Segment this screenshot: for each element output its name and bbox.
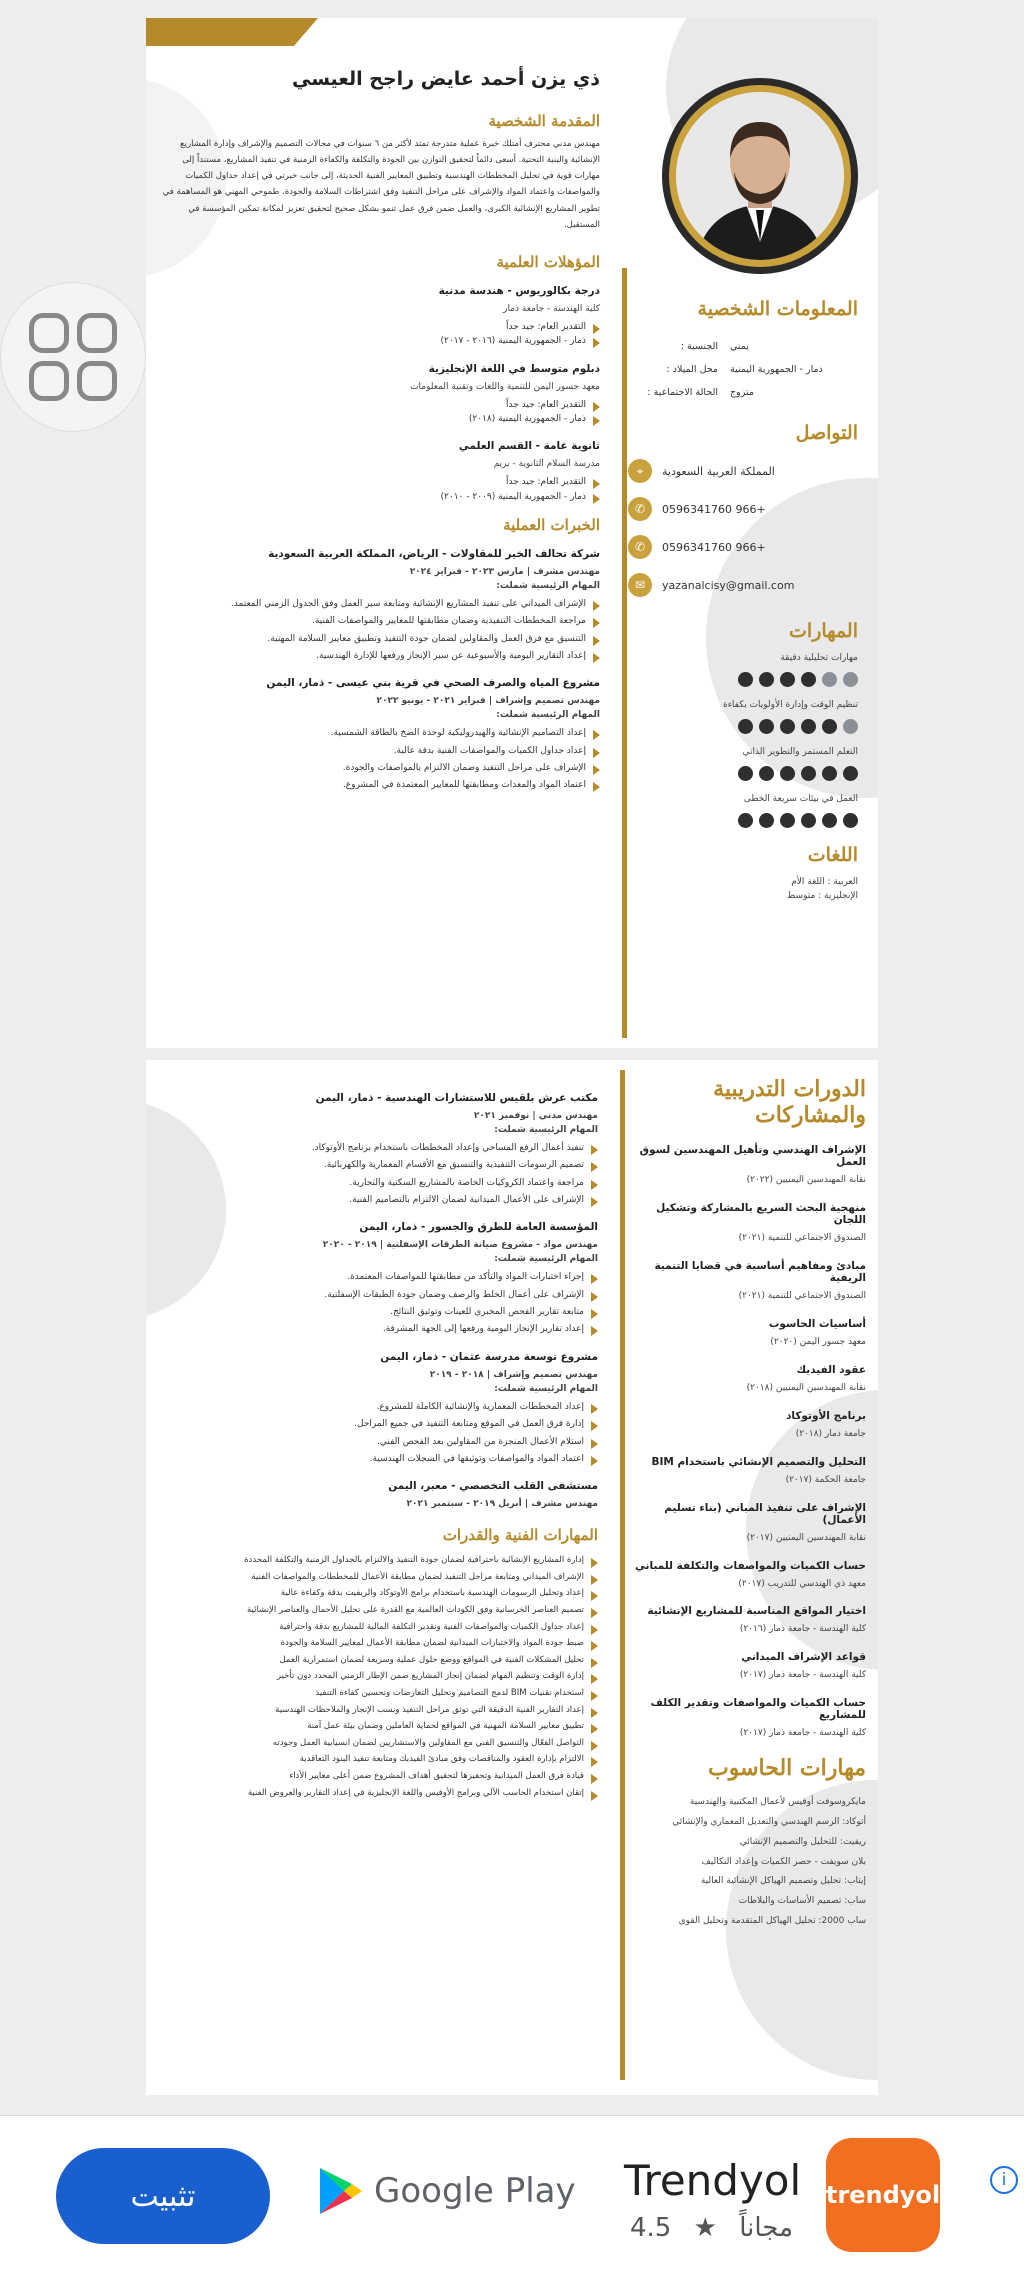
course-title: قواعد الإشراف الميداني	[741, 1651, 866, 1664]
skill-item	[628, 793, 858, 828]
skill-item	[628, 652, 858, 687]
contact-list	[628, 452, 858, 604]
task-item: إعداد التقارير اليومية والأسبوعية عن سير الإنجاز ورفعها للإدارة الهندسية.	[160, 649, 600, 663]
computer-skill-item: ساب: تصميم الأساسات والبلاطات	[738, 1896, 866, 1907]
cv-page-1	[146, 18, 878, 1048]
tech-skill-item: تصميم العناصر الخرسانية وفق الكودات العالمية مع القدرة على تحليل الأحمال والعناصر الإنشائية	[168, 1604, 598, 1618]
info-label: الحالة الاجتماعية :	[647, 386, 718, 398]
tech-skill-item: استخدام تقنيات BIM لدمج التصاميم وتحليل التعارضات وتحسين كفاءة التنفيذ	[168, 1687, 598, 1701]
skill-dot	[843, 766, 858, 781]
task-item: استلام الأعمال المنجزة من المقاولين بعد الفحص الفني.	[168, 1435, 598, 1449]
course-title: منهجية البحث السريع بالمشاركة وتشكيل اللجان	[656, 1201, 866, 1226]
course-source: نقابة المهندسين اليمنيين (٢٠١٧)	[746, 1532, 866, 1543]
course-title: حساب الكميات والمواصفات والتكلفة للمباني	[634, 1559, 866, 1572]
google-play-badge[interactable]	[318, 2166, 576, 2216]
language-item: الإنجليزية : متوسط	[787, 891, 858, 902]
contact-row[interactable]	[628, 490, 858, 528]
job-role: مهندس مشرف | أبريل ٢٠١٩ - سبتمبر ٢٠٢١	[406, 1499, 598, 1510]
profile-photo	[662, 78, 858, 274]
skill-rating	[628, 719, 858, 734]
skill-dot	[801, 672, 816, 687]
skill-label: التعلم المستمر والتطوير الذاتي	[742, 747, 858, 758]
app-rating	[630, 2213, 793, 2243]
experience-list	[160, 548, 600, 793]
personal-info-row	[628, 336, 858, 359]
contact-value[interactable]: +966 0596341760	[662, 502, 766, 516]
cv-page-2	[146, 1060, 878, 2095]
rating-value: 4.5	[630, 2213, 672, 2243]
install-button[interactable]: تثبيت	[56, 2148, 270, 2244]
education-place: ذمار - الجمهورية اليمنية (٢٠١٦ - ٢٠١٧)	[160, 334, 600, 348]
course-source: جامعة ذمار (٢٠١٨)	[795, 1428, 866, 1439]
personal-info-heading: المعلومات الشخصية	[697, 298, 858, 320]
gold-header-bar	[146, 18, 318, 46]
main-column	[168, 1078, 598, 1803]
skill-dot	[759, 672, 774, 687]
course-title: مبادئ ومفاهيم أساسية في قضايا التنمية الريفية	[654, 1259, 866, 1284]
job-role: مهندس تصميم وإشراف | فبراير ٢٠٢١ - يونيو ٢٠٢٢	[376, 696, 600, 707]
task-item: متابعة تقارير الفحص المخبري للعينات وتوثيق النتائج.	[168, 1305, 598, 1319]
personal-info-row	[628, 359, 858, 382]
skill-dot	[738, 719, 753, 734]
company-name: المؤسسة العامة للطرق والجسور - ذمار، اليمن	[359, 1221, 598, 1234]
info-value: ذمار - الجمهورية اليمنية	[730, 363, 823, 375]
job-role: مهندس مشرف | مارس ٢٠٢٣ - فبراير ٢٠٢٤	[409, 567, 600, 577]
computer-skill-item: أتوكاد: الرسم الهندسي والتعديل المعماري والإنشائي	[672, 1817, 866, 1828]
course-title: برنامج الأوتوكاد	[786, 1409, 866, 1422]
course-source: جامعة الحكمة (٢٠١٧)	[785, 1474, 866, 1485]
task-item: اعتماد المواد والمعدات ومطابقتها للمعايير المعتمدة في المشروع.	[160, 778, 600, 792]
course-title: أساسيات الحاسوب	[768, 1317, 866, 1330]
tech-skill-item: الالتزام بإدارة العقود والمناقصات وفق مبادئ الفيديك ومتابعة تنفيذ البنود التعاقدية	[168, 1753, 598, 1767]
skill-item	[628, 699, 858, 734]
main-column	[160, 68, 600, 793]
tasks-label: المهام الرئيسية شملت:	[494, 1124, 598, 1135]
tech-skill-item: التواصل الفعّال والتنسيق الفني مع المقاولين والاستشاريين لضمان انسيابية العمل وجودته	[168, 1737, 598, 1751]
education-heading: المؤهلات العلمية	[496, 252, 600, 271]
skill-rating	[628, 672, 858, 687]
location-icon: ⌖	[628, 459, 652, 483]
tech-skill-item: إعداد وتحليل الرسومات الهندسية باستخدام برامج الأوتوكاد والريفيت بدقة وكفاءة عالية	[168, 1587, 598, 1601]
computer-skill-item: مايكروسوفت أوفيس لأعمال المكتبية والهندسية	[689, 1797, 866, 1808]
contact-value[interactable]: +966 0596341760	[662, 540, 766, 554]
personal-info-list	[628, 336, 858, 404]
info-value: متزوج	[730, 386, 754, 398]
task-item: مراجعة المخططات التنفيذية وضمان مطابقتها للمعايير والمواصفات الفنية.	[160, 614, 600, 628]
info-value: يمني	[730, 341, 749, 352]
store-name: Google Play	[374, 2171, 576, 2211]
tech-skills-heading: المهارات الفنية والقدرات	[442, 1526, 598, 1545]
tasks-label: المهام الرئيسية شملت:	[496, 710, 600, 721]
skill-dot	[780, 719, 795, 734]
task-item: الإشراف الميداني على تنفيذ المشاريع الإنشائية ومتابعة سير العمل وفق الجدول الزمني المعتمد.	[160, 597, 600, 611]
education-grade: التقدير العام: جيد جداً	[160, 320, 600, 334]
course-title: الإشراف الهندسي وتأهيل المهندسين لسوق العمل	[639, 1144, 866, 1168]
education-grade: التقدير العام: جيد جداً	[160, 398, 600, 412]
education-item	[160, 440, 600, 504]
task-item: تصميم الرسومات التنفيذية والتنسيق مع الأقسام المعمارية والكهربائية.	[168, 1158, 598, 1172]
contact-row[interactable]	[628, 528, 858, 566]
company-name: مشروع المياه والصرف الصحي في قرية بني عيسى - ذمار، اليمن	[266, 677, 600, 690]
tech-skill-item: قيادة فرق العمل الميدانية وتحفيزها لتحقيق أهداف المشروع ضمن أعلى معايير الأداء	[168, 1770, 598, 1784]
company-name: مشروع توسعة مدرسة عثمان - ذمار، اليمن	[380, 1350, 598, 1363]
task-item: إدارة فرق العمل في الموقع ومتابعة التنفيذ في جميع المراحل.	[168, 1417, 598, 1431]
tech-skill-item: إتقان استخدام الحاسب الآلي وبرامج الأوفيس واللغة الإنجليزية في إعداد التقارير والعروض الفنية	[168, 1787, 598, 1801]
skill-dot	[843, 719, 858, 734]
education-place: ذمار - الجمهورية اليمنية (٢٠٠٩ - ٢٠١٠)	[160, 490, 600, 504]
skill-label: تنظيم الوقت وإدارة الأولويات بكفاءة	[722, 700, 858, 711]
experience-item	[168, 1480, 598, 1512]
skill-dot	[738, 672, 753, 687]
course-source: نقابة المهندسين اليمنيين (٢٠٢٢)	[746, 1175, 866, 1185]
tech-skill-item: إدارة الوقت وتنظيم المهام لضمان إنجاز المشاريع ضمن الإطار الزمني المحدد دون تأخير	[168, 1670, 598, 1684]
education-place: ذمار - الجمهورية اليمنية (٢٠١٨)	[160, 412, 600, 426]
task-item: اعتماد المواد والمواصفات وتوثيقها في السجلات الهندسية.	[168, 1452, 598, 1466]
tasks-label: المهام الرئيسية شملت:	[494, 1383, 598, 1394]
task-item: إعداد التصاميم الإنشائية والهيدروليكية لوحدة الضخ بالطاقة الشمسية.	[160, 726, 600, 740]
column-divider	[620, 1070, 625, 2080]
job-role: مهندس مواد - مشروع صيانة الطرقات الإسفلتية | ٢٠١٩ - ٢٠٢٠	[322, 1240, 598, 1251]
courses-list	[634, 1144, 866, 1741]
person-portrait-icon	[676, 92, 844, 260]
side-column	[628, 298, 858, 904]
phone-icon: ✆	[628, 497, 652, 521]
skill-dot	[843, 672, 858, 687]
course-source: الصندوق الاجتماعي للتنمية (٢٠٢١)	[738, 1290, 866, 1301]
skill-dot	[822, 719, 837, 734]
experience-heading: الخبرات العملية	[503, 516, 600, 534]
app-name: Trendyol	[624, 2156, 802, 2205]
experience-item	[168, 1351, 598, 1466]
course-source: كلية الهندسة - جامعة ذمار (٢٠١٦)	[739, 1624, 866, 1635]
contact-heading: التواصل	[795, 422, 858, 445]
skill-dot	[759, 719, 774, 734]
task-item: الإشراف على الأعمال الميدانية لضمان الالتزام بالتصاميم الفنية.	[168, 1193, 598, 1207]
skill-rating	[628, 766, 858, 781]
computer-skills-heading: مهارات الحاسوب	[708, 1755, 866, 1782]
skill-rating	[628, 813, 858, 828]
skill-item	[628, 746, 858, 781]
google-play-icon	[318, 2166, 364, 2216]
task-item: تنفيذ أعمال الرفع المساحي وإعداد المخططات باستخدام برنامج الأوتوكاد.	[168, 1141, 598, 1155]
skills-heading: المهارات	[789, 620, 858, 643]
star-icon: ★	[693, 2213, 717, 2243]
tech-skills-list	[168, 1554, 598, 1800]
contact-row[interactable]	[628, 566, 858, 604]
intro-heading: المقدمة الشخصية	[488, 112, 600, 130]
task-item: إعداد تقارير الإنجاز اليومية ورفعها إلى الجهة المشرفة.	[168, 1322, 598, 1336]
column-divider	[622, 268, 627, 1038]
email-icon: ✉	[628, 573, 652, 597]
languages-heading: اللغات	[807, 844, 858, 867]
languages-list	[628, 876, 858, 904]
education-title: درجة بكالوريوس - هندسة مدنية	[438, 284, 600, 297]
skill-dot	[780, 813, 795, 828]
task-item: مراجعة واعتماد الكروكيات الخاصة بالمشاريع السكنية والتجارية.	[168, 1176, 598, 1190]
company-name: مكتب عرش بلقيس للاستشارات الهندسية - ذمار، اليمن	[315, 1092, 598, 1104]
company-name: مستشفى القلب التخصصي - معبر، اليمن	[388, 1480, 598, 1493]
task-item: إعداد المخططات المعمارية والإنشائية الكاملة للمشروع.	[168, 1400, 598, 1414]
experience-item	[168, 1221, 598, 1336]
computer-skill-item: ريفيت: للتحليل والتصميم الإنشائي	[739, 1836, 866, 1847]
education-title: ثانوية عامة - القسم العلمي	[458, 440, 600, 453]
tech-skill-item: تطبيق معايير السلامة المهنية في المواقع لحماية العاملين وضمان بيئة عمل آمنة	[168, 1720, 598, 1734]
course-source: كلية الهندسة - جامعة ذمار (٢٠١٧)	[739, 1728, 866, 1739]
course-title: التحليل والتصميم الإنشائي باستخدام BIM	[651, 1455, 866, 1468]
tasks-label: المهام الرئيسية شملت:	[494, 1254, 598, 1265]
task-item: الإشراف على أعمال الخلط والرصف وضمان جودة الطبقات الإسفلتية.	[168, 1288, 598, 1302]
course-title: الإشراف على تنفيذ المباني (بناء تسليم الأعمال)	[664, 1501, 866, 1526]
tech-skill-item: تحليل المشكلات الفنية في المواقع ووضع حلول عملية وسريعة لضمان استمرارية العمل	[168, 1654, 598, 1668]
whatsapp-icon: ✆	[628, 535, 652, 559]
floating-menu-button[interactable]	[0, 282, 146, 432]
tech-skill-item: إعداد التقارير الفنية الدقيقة التي توثق مراحل التنفيذ ونسب الإنجاز والملاحظات الهندسية	[168, 1704, 598, 1718]
task-item: التنسيق مع فرق العمل والمقاولين لضمان جودة التنفيذ وتطبيق معايير السلامة المهنية.	[160, 632, 600, 646]
skill-dot	[801, 813, 816, 828]
course-source: كلية الهندسة - جامعة ذمار (٢٠١٧)	[739, 1670, 866, 1681]
full-name: ذي يزن أحمد عايض راجح العيسي	[291, 68, 600, 90]
course-source: معهد ذي الهندسي للتدريب (٢٠١٧)	[738, 1578, 866, 1589]
tasks-label: المهام الرئيسية شملت:	[496, 580, 600, 591]
skill-dot	[822, 672, 837, 687]
education-list	[160, 285, 600, 504]
personal-info-row	[628, 382, 858, 405]
course-title: عقود الفيديك	[796, 1363, 866, 1376]
task-item: الإشراف على مراحل التنفيذ وضمان الالتزام بالمواصفات والجودة.	[160, 761, 600, 775]
skill-dot	[780, 672, 795, 687]
experience-item	[168, 1092, 598, 1207]
experience-item	[160, 548, 600, 663]
skill-dot	[822, 766, 837, 781]
course-title: اختيار المواقع المناسبة للمشاريع الإنشائية	[647, 1605, 866, 1618]
side-column	[634, 1076, 866, 1932]
trendyol-logo[interactable]: trendyol	[826, 2138, 940, 2252]
skill-dot	[801, 719, 816, 734]
experience-list	[168, 1092, 598, 1512]
skill-dot	[738, 766, 753, 781]
skill-dot	[759, 813, 774, 828]
course-source: معهد جسور اليمن (٢٠٢٠)	[770, 1336, 866, 1347]
skill-dot	[738, 813, 753, 828]
courses-heading: الدورات التدريبية والمشاركات	[713, 1076, 866, 1128]
info-label: محل الميلاد :	[666, 363, 718, 375]
skill-dot	[843, 813, 858, 828]
job-role: مهندس مدني | نوفمبر ٢٠٢١	[473, 1111, 598, 1121]
skill-dot	[801, 766, 816, 781]
education-institution: مدرسة السلام الثانوية - يريم	[493, 459, 600, 470]
experience-item	[160, 677, 600, 792]
company-name: شركة تحالف الخير للمقاولات - الرياض، المملكة العربية السعودية	[268, 548, 600, 560]
course-title: حساب الكميات والمواصفات وتقدير الكلف للمشاريع	[650, 1697, 866, 1722]
contact-value[interactable]: المملكة العربية السعودية	[662, 464, 775, 478]
education-item	[160, 363, 600, 427]
computer-skill-item: بلان سويفت - حصر الكميات وإعداد التكاليف	[701, 1856, 866, 1867]
info-label: الجنسية :	[680, 341, 718, 352]
intro-text: مهندس مدني محترف أمتلك خبرة عملية متدرجة تمتد لأكثر من ٦ سنوات في مجالات التصميم والإشراف وإدارة المشاريع الإنشائية والبنية التحتية. أسعى دائماً لتحقيق التوازن بين الجودة والتكلفة والكفاءة الزمنية في تنفيذ المشاريع، مستنداً إلى مهارات قوية في تحليل المخططات الهندسية وتطبيق المعايير الفنية الحديثة، إلى جانب خبرتي في إعداد جداول الكميات والمواصفات واعتماد المواد والإشراف على مراحل التنفيذ وفق اشتراطات السلامة والجودة. طموحي المهني هو المساهمة في تطوير المشاريع الإنشائية الكبرى، والعمل ضمن فرق عمل تنمو بشكل صحيح لتحقيق تعزيز لمكانة تمكين المؤسسة في المستقبل.	[162, 139, 600, 230]
skill-label: مهارات تحليلية دقيقة	[780, 653, 858, 664]
education-grade: التقدير العام: جيد جداً	[160, 475, 600, 489]
contact-row[interactable]	[628, 452, 858, 490]
computer-skill-item: ساب 2000: تحليل الهياكل المتقدمة وتحليل القوى	[678, 1916, 866, 1927]
task-item: إعداد جداول الكميات والمواصفات الفنية بدقة عالية.	[160, 744, 600, 758]
app-install-banner	[0, 2115, 1024, 2275]
free-label: مجاناً	[739, 2213, 793, 2243]
task-item: إجراء اختبارات المواد والتأكد من مطابقتها للمواصفات المعتمدة.	[168, 1270, 598, 1284]
tech-skill-item: إدارة المشاريع الإنشائية باحترافية لضمان جودة التنفيذ والالتزام بالجداول الزمنية والتكلفة المحددة	[168, 1554, 598, 1568]
computer-skill-item: إيتاب: تحليل وتصميم الهياكل الإنشائية العالية	[700, 1876, 866, 1887]
job-role: مهندس تصميم وإشراف | ٢٠١٨ - ٢٠١٩	[429, 1369, 598, 1380]
computer-skills-list	[634, 1793, 866, 1932]
tech-skill-item: إعداد جداول الكميات والمواصفات الفنية وتقدير التكلفة المالية للمشاريع بدقة واحترافية	[168, 1621, 598, 1635]
language-item: العربية : اللغة الأم	[791, 877, 858, 888]
education-item	[160, 285, 600, 349]
skill-dot	[759, 766, 774, 781]
contact-value[interactable]: yazanalcisy@gmail.com	[662, 578, 795, 592]
education-title: دبلوم متوسط في اللغة الإنجليزية	[428, 362, 600, 375]
skill-dot	[780, 766, 795, 781]
course-source: نقابة المهندسين اليمنيين (٢٠١٨)	[746, 1382, 866, 1393]
education-institution: كلية الهندسة - جامعة ذمار	[503, 303, 600, 314]
tech-skill-item: الإشراف الميداني ومتابعة مراحل التنفيذ لضمان مطابقة الأعمال للمخططات والمواصفات الفنية	[168, 1571, 598, 1585]
skill-dot	[822, 813, 837, 828]
ad-info-icon[interactable]: i	[990, 2166, 1018, 2194]
education-institution: معهد جسور اليمن للتنمية واللغات وتقنية المعلومات	[410, 381, 600, 392]
course-source: الصندوق الاجتماعي للتنمية (٢٠٢١)	[738, 1232, 866, 1243]
skill-label: العمل في بيئات سريعة الخطى	[743, 794, 858, 805]
tech-skill-item: ضبط جودة المواد والاختبارات الميدانية لضمان مطابقة الأعمال لمعايير السلامة والجودة	[168, 1637, 598, 1651]
skills-list	[628, 652, 858, 828]
grid-icon	[29, 313, 117, 401]
